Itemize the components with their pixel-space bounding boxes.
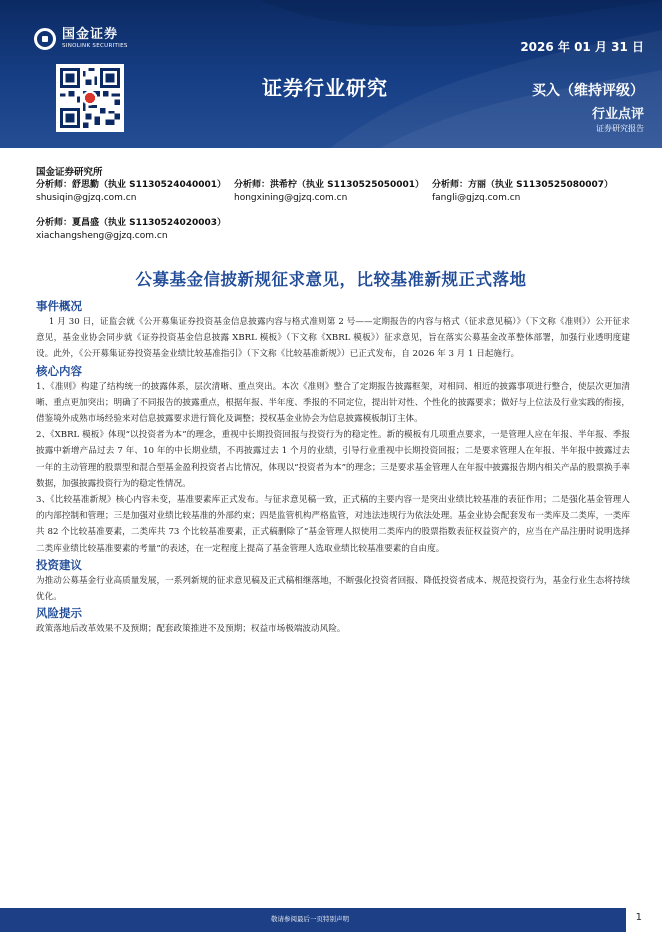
analyst-email[interactable]: shusiqin@gjzq.com.cn xyxy=(36,193,137,203)
analyst-name: 分析师：洪希柠（执业 S1130525050001） xyxy=(234,180,425,190)
report-body xyxy=(36,298,630,637)
analyst-name: 分析师：夏昌盛（执业 S1130524020003） xyxy=(36,218,227,228)
page-footer xyxy=(0,908,662,932)
analyst-row xyxy=(36,179,636,205)
analyst-item xyxy=(234,179,432,205)
core-paragraph-1: 1、《准则》构建了结构统一的披露体系，层次清晰、重点突出。本次《准则》整合了定期报告披露框架，对相同、相近的披露事项进行整合，使层次更加清晰、重点更加突出；明确了不同报告的披露重点，根据年报、半年度、季报的不同定位，提出针对性、个性化的披露要求；做好与上位法及行业实践的衔接，借鉴境外成熟市场经验来对信息披露要求进行简化及调整；授权基金业协会为信息披露模板制订主体。 xyxy=(36,381,630,425)
analyst-email[interactable]: fangli@gjzq.com.cn xyxy=(432,193,521,203)
analyst-item xyxy=(36,217,636,243)
analyst-item xyxy=(36,179,234,205)
analyst-email[interactable]: xiachangsheng@gjzq.com.cn xyxy=(36,231,168,241)
report-date: 2026 年 01 月 31 日 xyxy=(520,40,644,54)
analyst-block xyxy=(36,166,636,243)
logo-name-cn: 国金证券 xyxy=(62,27,119,42)
company-logo xyxy=(34,28,128,50)
core-paragraph-2: 2、《XBRL 模板》体现“以投资者为本”的理念，重视中长期投资回报与投资行为的稳定性。新的模板有几项重点要求，一是管理人应在年报、半年报、季报披露中新增产品过去 7 年、10 年的中长期业绩，不再披露过去 1 个月的业绩，引导行业重视中长期投资回报；二是要求管理人在年报、半年报中披露过去一年的主动管理的股票型和混合型基金盈利投资者占比情况，体现以“投资者为本”的理念；三是要求基金管理人在年报中披露报告期内相关产品的股票换手率数据，加强披露投资行为的稳定性情况。 xyxy=(36,430,630,489)
document-type: 证券研究报告 xyxy=(596,124,644,133)
research-institute: 国金证券研究所 xyxy=(36,167,103,178)
section-heading-core: 核心内容 xyxy=(36,363,82,378)
logo-name-en: SINOLINK SECURITIES xyxy=(62,43,128,49)
section-heading-event: 事件概况 xyxy=(36,299,82,313)
analyst-name: 分析师：舒思勤（执业 S1130524040001） xyxy=(36,180,227,190)
section-heading-advice: 投资建议 xyxy=(36,557,82,572)
section-heading-risk: 风险提示 xyxy=(36,606,82,621)
page-number: 1 xyxy=(632,912,646,923)
logo-mark-icon xyxy=(34,28,56,50)
advice-paragraph: 为推动公募基金行业高质量发展，一系列新规的征求意见稿及正式稿相继落地，不断强化投资者回报、降低投资者成本、规范投资行为，基金行业生态将持续优化。 xyxy=(36,575,630,603)
disclaimer-note: 敬请参阅最后一页特别声明 xyxy=(271,915,349,923)
report-type-title: 证券行业研究 xyxy=(262,76,388,100)
report-category: 行业点评 xyxy=(591,107,644,122)
analyst-item xyxy=(432,179,630,205)
analyst-name: 分析师：方丽（执业 S1130525080007） xyxy=(432,180,614,190)
investment-rating: 买入（维持评级） xyxy=(532,83,644,99)
qr-code-icon xyxy=(56,64,124,132)
analyst-email[interactable]: hongxining@gjzq.com.cn xyxy=(234,193,348,203)
core-paragraph-3: 3、《比较基准新规》核心内容未变，基准要素库正式发布。与征求意见稿一致，正式稿的主要内容一是突出业绩比较基准的表征作用；二是强化基金管理人的内部控制和管理；三是加强对业绩比较基准的外部约束；四是监管机构严格监管，对违法违规行为依法处理。基金业协会配套发布一类库及二类库，一类库共 82 个比较基准要素，二类库共 73 个比较基准要素，正式稿删除了“基金管理人拟使用二类库内的股票指数表征权益资产的，应当在产品注册时说明选择二类库业绩比较基准要素的考量”的表述，在一定程度上提高了基金管理人选取业绩比较基准要素的自由度。 xyxy=(36,495,630,554)
report-header-banner xyxy=(0,0,662,148)
risk-paragraph: 政策落地后改革效果不及预期；配套政策推进不及预期；权益市场极端波动风险。 xyxy=(36,624,346,635)
event-paragraph: 1 月 30 日，证监会就《公开募集证券投资基金信息披露内容与格式准则第 2 号——定期报告的内容与格式（征求意见稿）》（下文称《准则》）公开征求意见，基金业协会同步就《证券投资基金信息披露 XBRL 模板》（下文称《XBRL 模板》）征求意见，旨在落实公募基金改革整体部署，加强行业透明度建设。此外，《公开募集证券投资基金业绩比较基准指引》（下文称《比较基准新规》）已正式发布，自 2026 年 3 月 1 日起施行。 xyxy=(36,317,630,360)
report-title: 公募基金信披新规征求意见，比较基准新规正式落地 xyxy=(135,270,527,289)
